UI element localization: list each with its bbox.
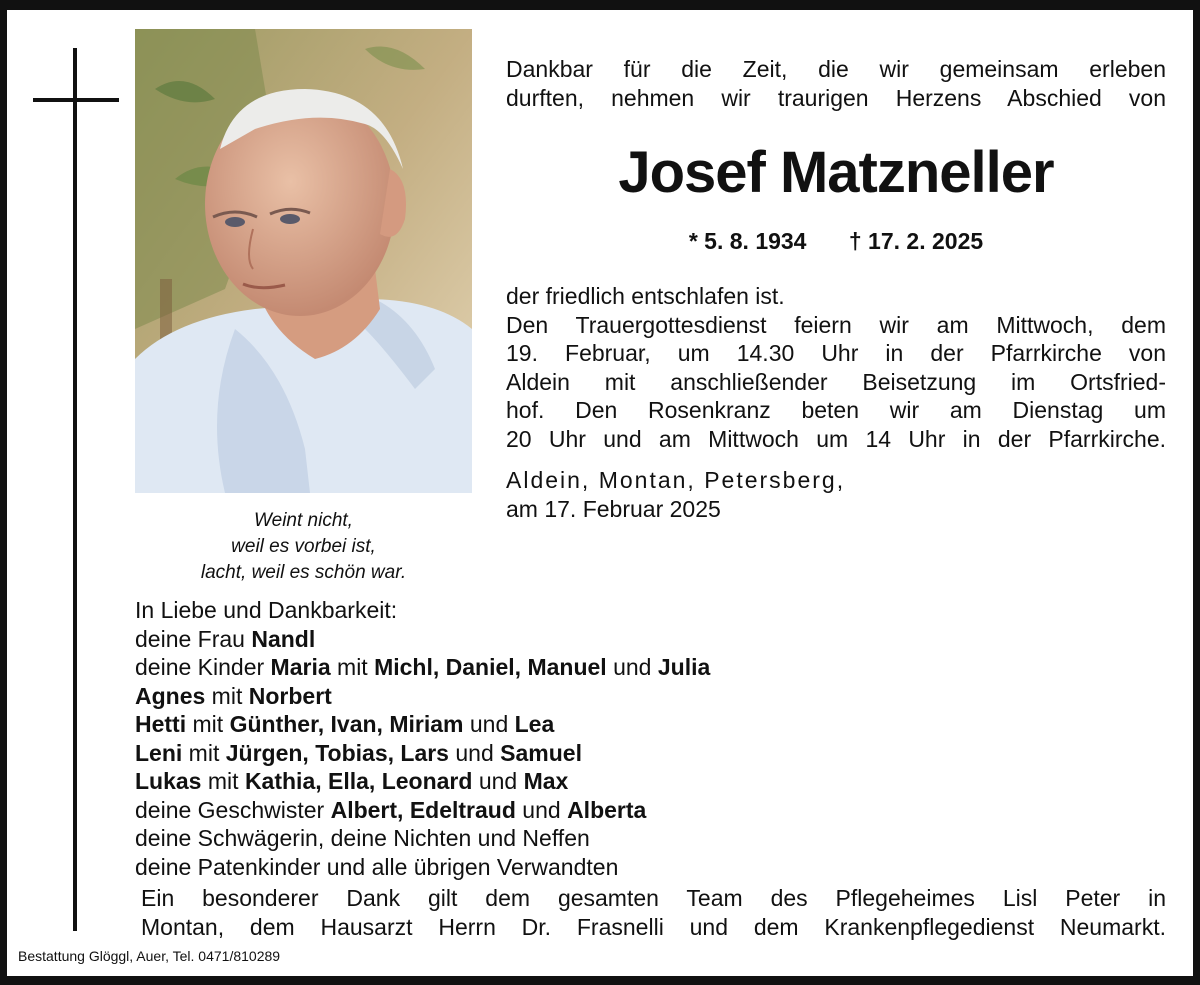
quote-line: lacht, weil es schön war.: [200, 562, 407, 583]
mourner-line: [135, 853, 1165, 882]
date-line: am 17. Februar 2025: [506, 495, 721, 522]
mourner-text: und: [515, 796, 568, 823]
mourner-line: [135, 796, 1165, 825]
mourner-name: Lea: [514, 711, 555, 737]
memorial-quote: [135, 508, 472, 586]
mourner-text: deine Kinder: [135, 654, 271, 680]
thanks-line: Montan, dem Hausarzt Herrn Dr. Frasnelli und dem Krankenpflegedienst Neumarkt.: [141, 913, 1166, 940]
mourner-text: deine Geschwister: [135, 796, 331, 823]
mourner-text: deine Patenkinder und alle übrigen Verwandten: [135, 853, 619, 880]
mourner-text: deine Frau: [135, 625, 252, 652]
mourner-line: [135, 596, 1165, 625]
mourner-name: Norbert: [248, 682, 332, 709]
mourner-line: [135, 653, 1165, 682]
mourner-name: Lukas: [135, 768, 202, 794]
mourner-text: und: [472, 768, 524, 794]
mourner-line: [135, 710, 1165, 739]
place-and-date: [506, 466, 1166, 523]
mourner-text: mit: [330, 654, 375, 680]
mourner-name: Hetti: [135, 711, 187, 737]
body-line: hof. Den Rosenkranz beten wir am Dienstag um: [506, 397, 1166, 423]
mourner-text: In Liebe und Dankbarkeit:: [135, 597, 398, 623]
intro-line: durften, nehmen wir traurigen Herzens Abschied von: [506, 85, 1166, 111]
service-details: [506, 282, 1166, 453]
mourner-name: Alberta: [567, 796, 647, 823]
mourner-name: Jürgen, Tobias, Lars: [225, 739, 449, 766]
thanks-line: Ein besonderer Dank gilt dem gesamten Team des Pflegeheimes Lisl Peter in: [141, 885, 1166, 911]
mourner-name: Samuel: [500, 739, 582, 766]
mourner-text: mit: [186, 711, 230, 737]
mourner-name: Leni: [135, 739, 183, 766]
deceased-name: Josef Matzneller: [618, 140, 1054, 205]
mourner-name: Albert, Edeltraud: [330, 796, 516, 823]
cross-icon-bar: [33, 98, 119, 102]
quote-line: weil es vorbei ist,: [231, 536, 376, 557]
intro-text: [506, 55, 1166, 113]
body-line: 19. Februar, um 14.30 Uhr in der Pfarrkirche von: [506, 340, 1166, 366]
intro-line: Dankbar für die Zeit, die wir gemeinsam erleben: [506, 56, 1166, 82]
place-line: Aldein, Montan, Petersberg,: [506, 467, 846, 493]
mourner-name: Maria: [270, 654, 331, 680]
body-line: 20 Uhr und am Mittwoch um 14 Uhr in der Pfarrkirche.: [506, 425, 1166, 452]
life-dates: [506, 226, 1166, 256]
mourner-name: Julia: [657, 654, 711, 680]
mourner-text: mit: [201, 768, 245, 794]
mourner-name: Kathia, Ella, Leonard: [244, 768, 473, 794]
mourner-text: mit: [182, 739, 226, 766]
mourner-text: und: [606, 654, 658, 680]
acknowledgement: [141, 884, 1166, 941]
body-line: der friedlich entschlafen ist.: [506, 283, 785, 309]
birth-date: * 5. 8. 1934: [688, 228, 807, 254]
mourner-line: [135, 682, 1165, 711]
body-line: Aldein mit anschließender Beisetzung im Ortsfried-: [506, 368, 1166, 395]
mourner-line: [135, 767, 1165, 796]
mourner-text: deine Schwägerin, deine Nichten und Neffen: [135, 825, 590, 851]
mourner-line: [135, 625, 1165, 654]
mourner-name: Max: [523, 768, 569, 794]
mourner-name: Agnes: [135, 682, 206, 709]
mourner-name: Michl, Daniel, Manuel: [374, 654, 607, 680]
death-date: † 17. 2. 2025: [848, 228, 984, 254]
funeral-home-footer: Bestattung Glöggl, Auer, Tel. 0471/810289: [18, 948, 281, 964]
mourners-list: [135, 596, 1165, 881]
cross-icon: [73, 48, 77, 931]
mourner-name: Nandl: [251, 625, 316, 652]
mourner-text: mit: [205, 682, 249, 709]
body-line: Den Trauergottesdienst feiern wir am Mittwoch, dem: [506, 311, 1166, 338]
mourner-text: und: [463, 711, 515, 737]
mourner-line: [135, 739, 1165, 768]
mourner-line: [135, 824, 1165, 853]
quote-line: Weint nicht,: [254, 510, 353, 531]
portrait-photo: [135, 29, 472, 493]
mourner-name: Günther, Ivan, Miriam: [229, 711, 464, 737]
mourner-text: und: [448, 739, 501, 766]
